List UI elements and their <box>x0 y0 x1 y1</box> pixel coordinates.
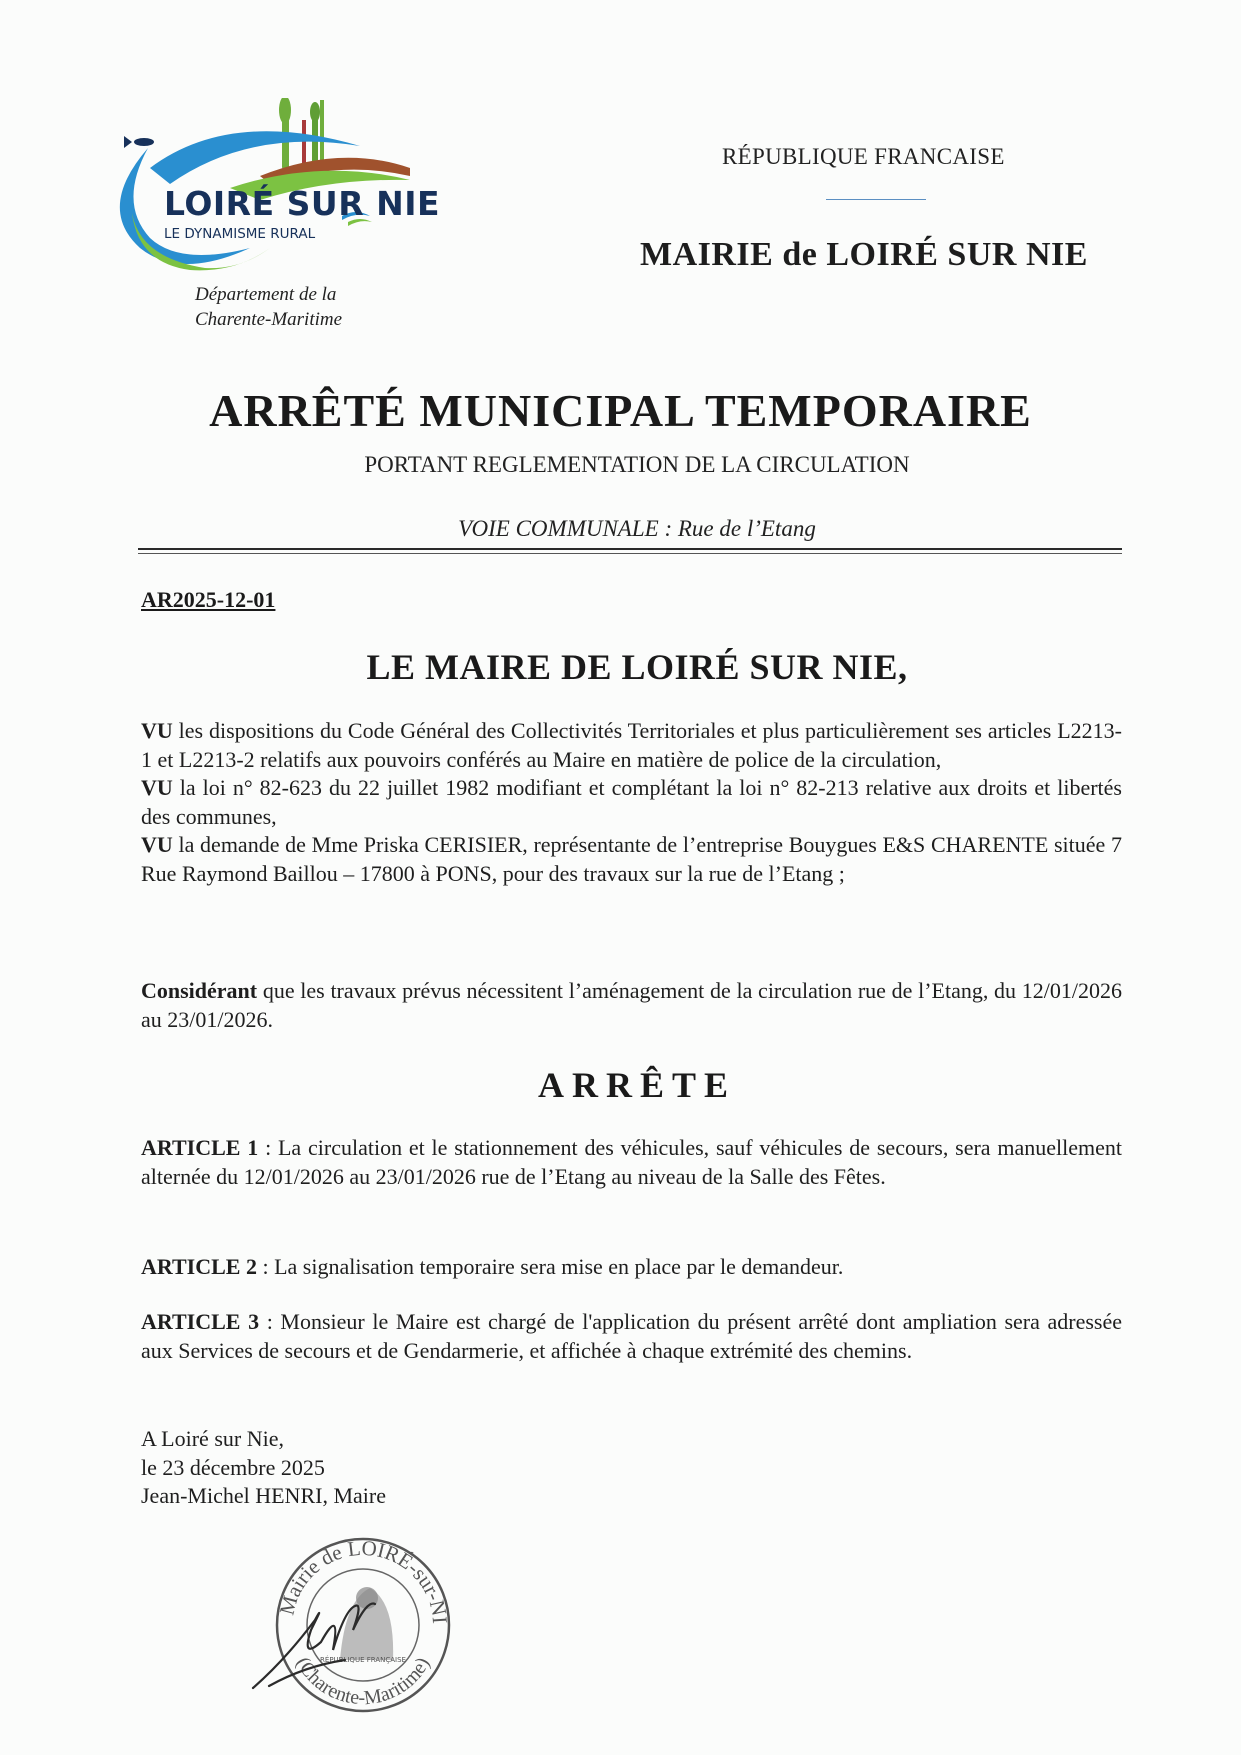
department-line-2: Charente-Maritime <box>195 309 343 330</box>
signature-date: le 23 décembre 2025 <box>141 1454 325 1480</box>
voie-communale-line: VOIE COMMUNALE : Rue de l’Etang <box>458 516 816 541</box>
document-subtitle: PORTANT REGLEMENTATION DE LA CIRCULATION <box>364 452 910 477</box>
article-text: : Monsieur le Maire est chargé de l'application du présent arrêté dont ampliation sera adressée aux Services de secours et de Gendarmerie, et affichée à chaque extrémité des chemins. <box>141 1309 1122 1363</box>
svg-text:(Charente-Maritime): (Charente-Maritime) <box>291 1653 435 1710</box>
logo-title: LOIRÉ SUR NIE <box>164 184 441 223</box>
republique-divider <box>826 199 926 200</box>
signature-place: A Loiré sur Nie, <box>141 1426 284 1451</box>
reference-number: AR2025-12-01 <box>141 587 276 612</box>
considerant-label: Considérant <box>141 978 258 1003</box>
vu-text: la loi n° 82-623 du 22 juillet 1982 modifiant et complétant la loi n° 82-213 relative aux droits et libertés des communes, <box>141 775 1122 829</box>
vu-section <box>141 717 1122 888</box>
considerant-paragraph <box>141 977 1122 1034</box>
vu-paragraph <box>141 774 1122 831</box>
vu-paragraph <box>141 717 1122 774</box>
document-title: ARRÊTÉ MUNICIPAL TEMPORAIRE <box>209 385 1032 436</box>
vu-text: la demande de Mme Priska CERISIER, représentante de l’entreprise Bouygues E&S CHARENTE située 7 Rue Raymond Baillou – 17800 à PONS, pour des travaux sur la rue de l’Etang ; <box>141 832 1122 886</box>
article-label: ARTICLE 2 <box>141 1254 257 1279</box>
title-divider-thin <box>138 553 1122 554</box>
svg-text:RÉPUBLIQUE FRANÇAISE: RÉPUBLIQUE FRANÇAISE <box>320 1656 406 1664</box>
article-label: ARTICLE 1 <box>141 1135 259 1160</box>
title-divider <box>138 548 1122 550</box>
official-stamp <box>245 1510 475 1725</box>
article-text: : La signalisation temporaire sera mise en place par le demandeur. <box>256 1254 844 1279</box>
municipality-logo <box>110 98 470 288</box>
mairie-heading: MAIRIE de LOIRÉ SUR NIE <box>640 236 1088 273</box>
vu-paragraph <box>141 831 1122 888</box>
vu-label: VU <box>141 832 173 857</box>
department-label <box>195 282 395 332</box>
vu-label: VU <box>141 718 173 743</box>
arrete-heading: ARRÊTE <box>537 1065 737 1105</box>
logo-subtitle: LE DYNAMISME RURAL <box>164 226 316 242</box>
maire-heading: LE MAIRE DE LOIRÉ SUR NIE, <box>366 647 908 687</box>
stamp-text-top <box>245 1510 246 1511</box>
republique-heading: RÉPUBLIQUE FRANCAISE <box>722 144 1005 169</box>
article-1 <box>141 1134 1122 1191</box>
article-label: ARTICLE 3 <box>141 1309 260 1334</box>
svg-text:Mairie de LOIRÉ-sur-NIE: Mairie de LOIRÉ-sur-NI <box>274 1535 453 1625</box>
article-3 <box>141 1308 1122 1365</box>
article-2 <box>141 1253 1122 1282</box>
signatory-name: Jean-Michel HENRI, Maire <box>141 1483 386 1508</box>
signature-block <box>141 1425 386 1511</box>
considerant-text: que les travaux prévus nécessitent l’aménagement de la circulation rue de l’Etang, du 12/01/2026 au 23/01/2026. <box>141 978 1122 1032</box>
vu-label: VU <box>141 775 173 800</box>
department-line-1: Département de la <box>195 284 337 305</box>
vu-text: les dispositions du Code Général des Collectivités Territoriales et plus particulièrement ses articles L2213-1 et L2213-2 relatifs aux pouvoirs conférés au Maire en matière de police de la circulation, <box>141 718 1122 772</box>
stamp-seal-icon <box>245 1510 475 1725</box>
article-text: : La circulation et le stationnement des véhicules, sauf véhicules de secours, sera manuellement alternée du 12/01/2026 au 23/01/2026 rue de l’Etang au niveau de la Salle des Fêtes. <box>141 1135 1122 1189</box>
